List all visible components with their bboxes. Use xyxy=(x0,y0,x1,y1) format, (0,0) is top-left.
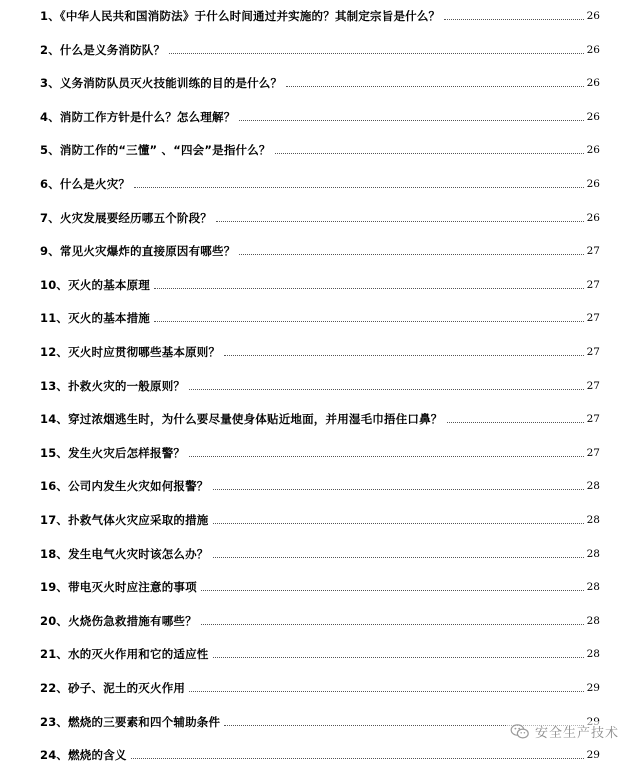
toc-entry-title: 12、灭火时应贯彻哪些基本原则？ xyxy=(40,345,221,359)
toc-entry[interactable] xyxy=(40,641,600,661)
toc-dot-leader xyxy=(134,187,584,188)
watermark-text: 安全生产技术 xyxy=(534,726,619,741)
toc-entry[interactable] xyxy=(40,70,600,90)
toc-entry-page: 26 xyxy=(586,178,600,190)
toc-entry-title: 5、消防工作的“三懂” 、“四会”是指什么？ xyxy=(40,143,271,158)
toc-entry-page: 27 xyxy=(586,278,600,291)
toc-entry-title: 19、带电灭火时应注意的事项 xyxy=(40,580,197,595)
toc-entry[interactable] xyxy=(40,339,600,359)
toc-dot-leader xyxy=(275,153,584,154)
toc-entry-title: 24、燃烧的含义 xyxy=(40,748,127,763)
toc-entry-page: 26 xyxy=(586,211,600,224)
toc-dot-leader xyxy=(447,422,584,423)
toc-entry-title: 16、公司内发生火灾如何报警？ xyxy=(40,479,209,494)
toc-entry-title: 1、《中华人民共和国消防法》于什么时间通过并实施的？其制定宗旨是什么？ xyxy=(40,9,441,23)
toc-dot-leader xyxy=(216,221,584,222)
toc-entry-page: 28 xyxy=(586,547,600,560)
toc-entry-page: 27 xyxy=(586,446,600,459)
toc-entry-page: 26 xyxy=(586,10,600,22)
toc-entry-page: 26 xyxy=(586,144,600,157)
toc-dot-leader xyxy=(239,254,583,255)
toc-entry[interactable] xyxy=(40,608,600,628)
toc-entry-page: 27 xyxy=(586,312,600,325)
toc-dot-leader xyxy=(169,53,583,54)
toc-entry-page: 27 xyxy=(586,245,600,258)
wechat-icon xyxy=(510,723,530,740)
toc-entry[interactable] xyxy=(40,171,600,191)
toc-dot-leader xyxy=(239,120,583,121)
toc-entry[interactable] xyxy=(40,440,600,460)
toc-dot-leader xyxy=(213,557,584,558)
toc-dot-leader xyxy=(189,456,584,457)
toc-dot-leader xyxy=(444,19,583,20)
watermark xyxy=(507,721,622,742)
toc-entry[interactable] xyxy=(40,574,600,594)
toc-entry-page: 28 xyxy=(586,648,600,661)
toc-entry-title: 4、消防工作方针是什么？怎么理解？ xyxy=(40,109,236,124)
toc-entry-title: 3、义务消防队员灭火技能训练的目的是什么？ xyxy=(40,76,283,91)
toc-entry-title: 2、什么是义务消防队？ xyxy=(40,42,166,57)
toc-dot-leader xyxy=(213,523,584,524)
toc-entry-title: 22、砂子、泥土的灭火作用 xyxy=(40,681,186,695)
toc-entry-title: 23、燃烧的三要素和四个辅助条件 xyxy=(40,714,221,729)
toc-entry-page: 26 xyxy=(586,110,600,123)
toc-entry[interactable] xyxy=(40,205,600,225)
toc-entry-title: 17、扑救气体火灾应采取的措施 xyxy=(40,513,209,527)
toc-dot-leader xyxy=(154,321,584,322)
toc-entry[interactable] xyxy=(40,406,600,426)
toc-entry[interactable] xyxy=(40,238,600,258)
toc-entry[interactable] xyxy=(40,137,600,157)
toc-entry-title: 7、火灾发展要经历哪五个阶段？ xyxy=(40,210,212,225)
toc-dot-leader xyxy=(224,355,583,356)
toc-entry-page: 27 xyxy=(586,346,600,358)
toc-entry[interactable] xyxy=(40,742,600,762)
toc-dot-leader xyxy=(213,657,584,658)
toc-entry[interactable] xyxy=(40,272,600,292)
toc-dot-leader xyxy=(189,389,584,390)
toc-dot-leader xyxy=(154,288,584,289)
toc-entry-page: 28 xyxy=(586,614,600,627)
toc-entry-page: 28 xyxy=(586,581,600,594)
toc-dot-leader xyxy=(201,624,584,625)
toc-entry-title: 18、发生电气火灾时该怎么办？ xyxy=(40,546,209,561)
toc-entry[interactable] xyxy=(40,3,600,23)
toc-entry-title: 20、火烧伤急救措施有哪些？ xyxy=(40,613,197,628)
toc-entry-page: 26 xyxy=(586,77,600,90)
toc-entry-title: 11、灭火的基本措施 xyxy=(40,311,151,326)
toc-entry[interactable] xyxy=(40,37,600,57)
toc-entry-page: 27 xyxy=(586,413,600,426)
toc-dot-leader xyxy=(201,590,584,591)
toc-entry-page: 29 xyxy=(586,682,600,694)
toc-entry-title: 9、常见火灾爆炸的直接原因有哪些？ xyxy=(40,244,236,259)
toc-entry-page: 29 xyxy=(586,749,600,762)
toc-entry-title: 10、灭火的基本原理 xyxy=(40,277,151,292)
toc-entry[interactable] xyxy=(40,675,600,695)
toc-entry-title: 21、水的灭火作用和它的适应性 xyxy=(40,647,209,662)
toc-entry-title: 13、扑救火灾的一般原则？ xyxy=(40,378,186,393)
toc-entry-page: 27 xyxy=(586,379,600,392)
toc-dot-leader xyxy=(286,86,583,87)
toc-entry-title: 15、发生火灾后怎样报警？ xyxy=(40,445,186,460)
toc-entry-page: 28 xyxy=(586,480,600,493)
toc-entry-page: 28 xyxy=(586,514,600,526)
toc-dot-leader xyxy=(213,489,584,490)
toc-entry[interactable] xyxy=(40,104,600,124)
toc-entry-page: 26 xyxy=(586,43,600,56)
toc-entry[interactable] xyxy=(40,305,600,325)
toc-dot-leader xyxy=(189,691,584,692)
toc-entry[interactable] xyxy=(40,507,600,527)
toc-dot-leader xyxy=(131,758,584,759)
toc-entry[interactable] xyxy=(40,541,600,561)
toc-entry[interactable] xyxy=(40,473,600,493)
toc-entry[interactable] xyxy=(40,373,600,393)
toc-entry-title: 6、什么是火灾？ xyxy=(40,177,131,191)
toc-entry-title: 14、穿过浓烟逃生时，为什么要尽量使身体贴近地面，并用湿毛巾捂住口鼻？ xyxy=(40,412,443,427)
